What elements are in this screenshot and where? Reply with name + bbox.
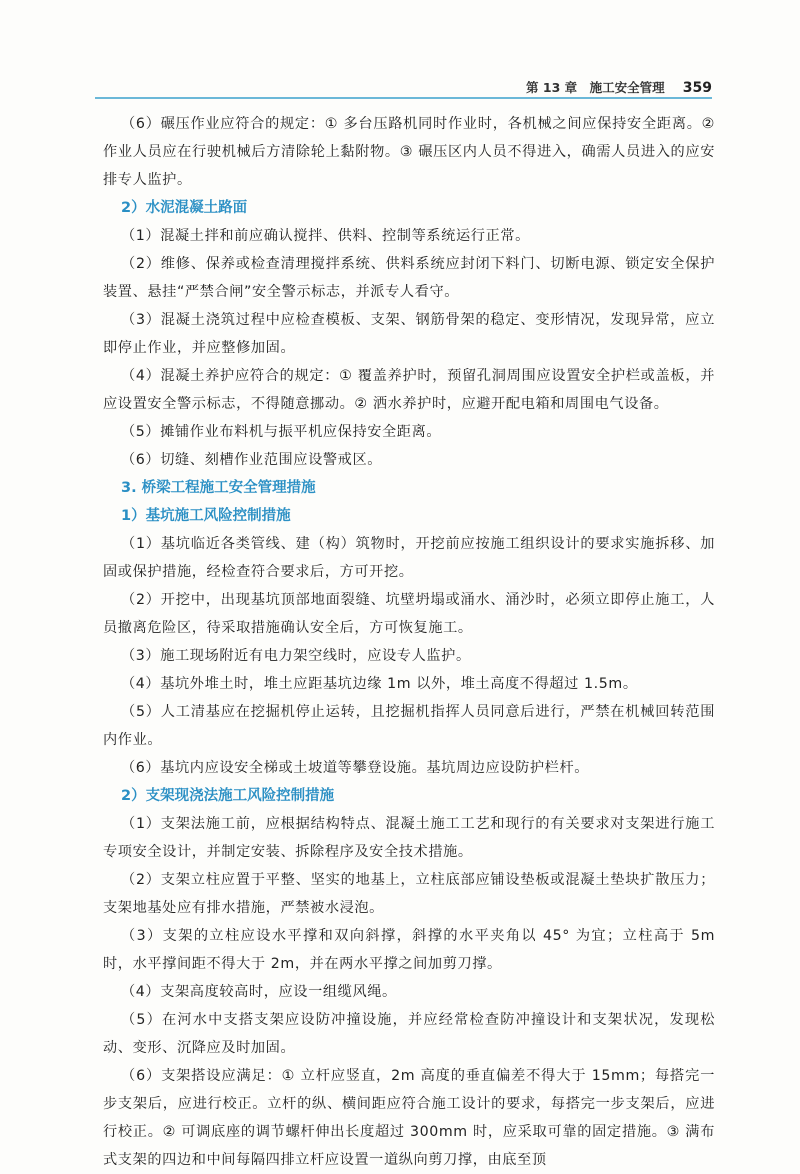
paragraph: （1）基坑临近各类管线、建（构）筑物时，开挖前应按施工组织设计的要求实施拆移、加固或保护措施，经检查符合要求后，方可开挖。 (103, 536, 715, 580)
paragraph: （3）施工现场附近有电力架空线时，应设专人监护。 (121, 648, 471, 664)
header-rule (95, 97, 712, 99)
paragraph: （2）支架立柱应置于平整、坚实的地基上，立柱底部应铺设垫板或混凝土垫块扩散压力；支架地基处应有排水措施，严禁被水浸泡。 (103, 872, 715, 916)
paragraph: （1）混凝土拌和前应确认搅拌、供料、控制等系统运行正常。 (121, 228, 530, 244)
section-heading: 2）支架现浇法施工风险控制措施 (121, 788, 335, 804)
section-heading: 3. 桥梁工程施工安全管理措施 (121, 480, 316, 496)
paragraph: （5）在河水中支搭支架应设防冲撞设施，并应经常检查防冲撞设计和支架状况，发现松动、变形、沉降应及时加固。 (103, 1012, 715, 1056)
paragraph: （4）混凝土养护应符合的规定：① 覆盖养护时，预留孔洞周围应设置安全护栏或盖板，并应设置安全警示标志，不得随意挪动。② 洒水养护时，应避开配电箱和周围电气设备。 (103, 368, 715, 412)
page-body (103, 110, 715, 1174)
paragraph: （6）基坑内应设安全梯或土坡道等攀登设施。基坑周边应设防护栏杆。 (121, 760, 590, 776)
paragraph: （4）支架高度较高时，应设一组缆风绳。 (121, 984, 397, 1000)
paragraph: （5）摊铺作业布料机与振平机应保持安全距离。 (121, 424, 442, 440)
paragraph: （2）维修、保养或检查清理搅拌系统、供料系统应封闭下料门、切断电源、锁定安全保护装置、悬挂“严禁合闸”安全警示标志，并派专人看守。 (103, 256, 715, 300)
paragraph: （6）切缝、刻槽作业范围应设警戒区。 (121, 452, 383, 468)
section-heading: 2）水泥混凝土路面 (121, 200, 248, 216)
paragraph: （2）开挖中，出现基坑顶部地面裂缝、坑壁坍塌或涌水、涌沙时，必须立即停止施工，人员撤离危险区，待采取措施确认安全后，方可恢复施工。 (103, 592, 715, 636)
paragraph: （5）人工清基应在挖掘机停止运转，且挖掘机指挥人员同意后进行，严禁在机械回转范围内作业。 (103, 704, 715, 748)
paragraph: （4）基坑外堆土时，堆土应距基坑边缘 1m 以外，堆土高度不得超过 1.5m。 (121, 676, 638, 692)
page-number: 359 (682, 80, 712, 96)
paragraph: （6）碾压作业应符合的规定：① 多台压路机同时作业时，各机械之间应保持安全距离。② 作业人员应在行驶机械后方清除轮上黏附物。③ 碾压区内人员不得进入，确需人员进入的应安排专人监护。 (103, 116, 715, 188)
paragraph: （6）支架搭设应满足：① 立杆应竖直，2m 高度的垂直偏差不得大于 15mm；每搭完一步支架后，应进行校正。立杆的纵、横间距应符合施工设计的要求，每搭完一步支架后，应进行校正。② 可调底座的调节螺杆伸出长度超过 300mm 时，应采取可靠的固定措施。③ 满布式支架的四边和中间每隔四排立杆应设置一道纵向剪刀撑，由底至顶 (103, 1068, 715, 1168)
paragraph: （1）支架法施工前，应根据结构特点、混凝土施工工艺和现行的有关要求对支架进行施工专项安全设计，并制定安装、拆除程序及安全技术措施。 (103, 816, 715, 860)
section-heading: 1）基坑施工风险控制措施 (121, 508, 291, 524)
paragraph: （3）混凝土浇筑过程中应检查模板、支架、钢筋骨架的稳定、变形情况，发现异常，应立即停止作业，并应整修加固。 (103, 312, 715, 356)
paragraph: （3）支架的立柱应设水平撑和双向斜撑，斜撑的水平夹角以 45° 为宜；立柱高于 5m 时，水平撑间距不得大于 2m，并在两水平撑之间加剪刀撑。 (103, 928, 715, 972)
chapter-title: 第 13 章 施工安全管理 (526, 80, 665, 95)
